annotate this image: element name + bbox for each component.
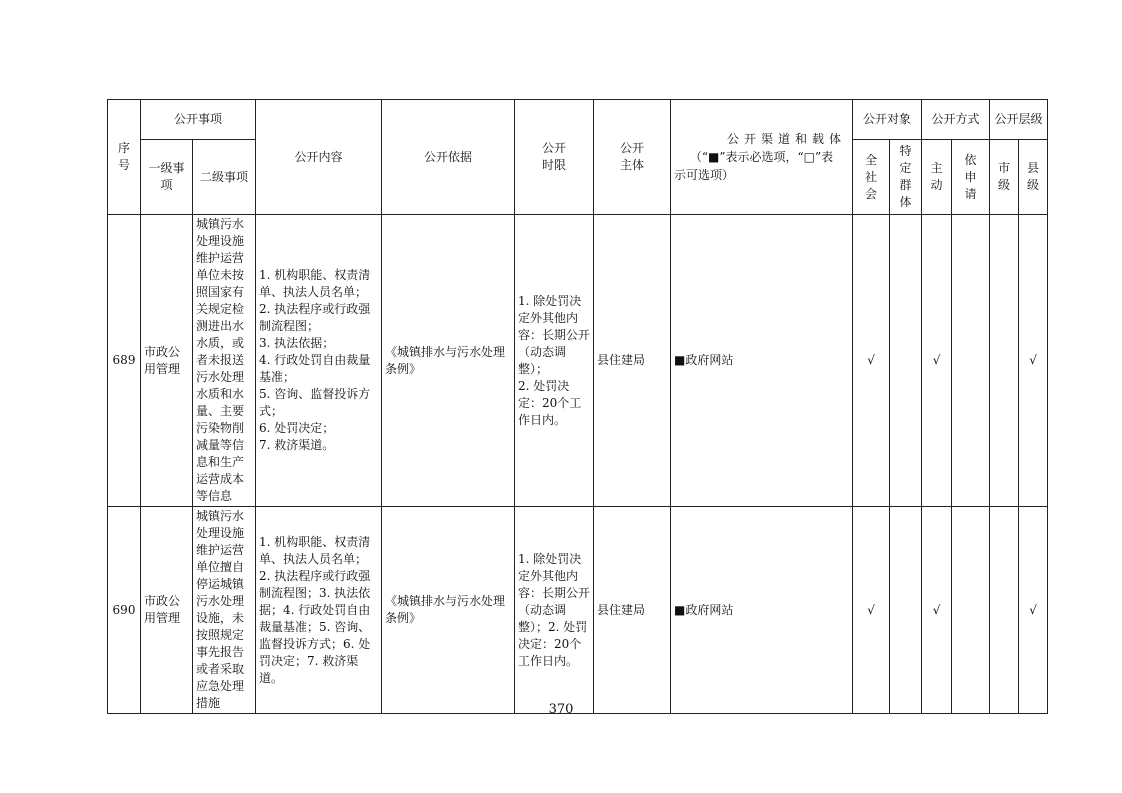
header-target-all: 全 社 会 <box>853 140 890 215</box>
row-channel: ■政府网站 <box>671 507 853 714</box>
header-level: 公开层级 <box>990 100 1048 140</box>
row-level-city <box>990 215 1019 507</box>
row-level1: 市政公用管理 <box>141 215 193 507</box>
header-seq: 序 号 <box>108 100 141 215</box>
row-basis: 《城镇排水与污水处理条例》 <box>382 507 515 714</box>
row-target-specific <box>890 215 922 507</box>
header-method: 公开方式 <box>922 100 990 140</box>
row-channel: ■政府网站 <box>671 215 853 507</box>
row-level2: 城镇污水处理设施维护运营单位未按照国家有关规定检测进出水水质，或者未报送污水处理水质和水量、主要污染物削减量等信息和生产运营成本等信息 <box>193 215 256 507</box>
row-level-county: √ <box>1019 507 1048 714</box>
table-row <box>108 507 1048 714</box>
header-time-limit: 公开 时限 <box>515 100 594 215</box>
header-content: 公开内容 <box>256 100 382 215</box>
row-method-active: √ <box>922 215 952 507</box>
row-subject: 县住建局 <box>594 507 671 714</box>
header-target: 公开对象 <box>853 100 922 140</box>
row-target-all: √ <box>853 507 890 714</box>
header-method-request: 依 申 请 <box>952 140 990 215</box>
row-time-limit: 1. 除处罚决定外其他内容：长期公开（动态调整）；2. 处罚决定：20个工作日内。 <box>515 507 594 714</box>
row-target-specific <box>890 507 922 714</box>
row-level-city <box>990 507 1019 714</box>
header-level-county: 县 级 <box>1019 140 1048 215</box>
row-time-limit: 1. 除处罚决定外其他内容：长期公开（动态调整）； 2. 处罚决定：20个工作日内。 <box>515 215 594 507</box>
disclosure-table <box>107 99 1048 714</box>
header-basis: 公开依据 <box>382 100 515 215</box>
header-level1: 一级事 项 <box>141 140 193 215</box>
row-method-request <box>952 215 990 507</box>
row-seq: 689 <box>108 215 141 507</box>
header-level2: 二级事项 <box>193 140 256 215</box>
row-seq: 690 <box>108 507 141 714</box>
header-level-city: 市 级 <box>990 140 1019 215</box>
header-channel: 公开渠道和载体 （“■”表示必选项，“□”表 示可选项） <box>671 100 853 215</box>
row-level-county: √ <box>1019 215 1048 507</box>
table-row <box>108 215 1048 507</box>
page-number: 370 <box>548 702 574 717</box>
row-method-request <box>952 507 990 714</box>
row-level2: 城镇污水处理设施维护运营单位擅自停运城镇污水处理设施，未按照规定事先报告或者采取应急处理措施 <box>193 507 256 714</box>
row-method-active: √ <box>922 507 952 714</box>
header-public-matter: 公开事项 <box>141 100 256 140</box>
row-content: 1. 机构职能、权责清单、执法人员名单； 2. 执法程序或行政强制流程图； 3. 执法依据； 4. 行政处罚自由裁量基准； 5. 咨询、监督投诉方式； 6. 处罚决定； 7. 救济渠道。 <box>256 215 382 507</box>
header-target-specific: 特 定 群 体 <box>890 140 922 215</box>
row-subject: 县住建局 <box>594 215 671 507</box>
row-content: 1. 机构职能、权责清单、执法人员名单；2. 执法程序或行政强制流程图；3. 执法依据；4. 行政处罚自由裁量基准；5. 咨询、监督投诉方式；6. 处罚决定；7. 救济渠道。 <box>256 507 382 714</box>
row-level1: 市政公用管理 <box>141 507 193 714</box>
header-subject: 公开 主体 <box>594 100 671 215</box>
row-basis: 《城镇排水与污水处理条例》 <box>382 215 515 507</box>
header-row-1 <box>108 100 1048 140</box>
row-target-all: √ <box>853 215 890 507</box>
header-method-active: 主 动 <box>922 140 952 215</box>
